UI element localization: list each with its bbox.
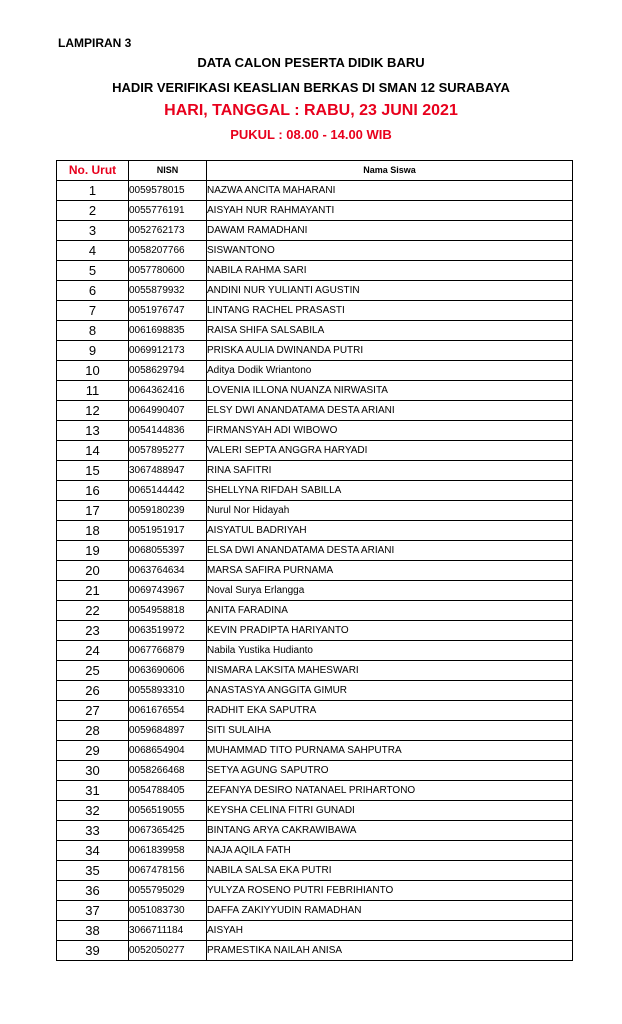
table-row (57, 241, 573, 261)
table-row (57, 521, 573, 541)
row-nisn: 0054788405 (129, 781, 207, 801)
table-row (57, 481, 573, 501)
row-student-name: YULYZA ROSENO PUTRI FEBRIHIANTO (207, 881, 573, 901)
table-row (57, 781, 573, 801)
table-row (57, 281, 573, 301)
row-student-name: RINA SAFITRI (207, 461, 573, 481)
row-student-name: PRAMESTIKA NAILAH ANISA (207, 941, 573, 961)
row-number: 38 (57, 921, 129, 941)
table-row (57, 221, 573, 241)
row-student-name: SISWANTONO (207, 241, 573, 261)
row-number: 19 (57, 541, 129, 561)
table-row (57, 701, 573, 721)
row-student-name: BINTANG ARYA CAKRAWIBAWA (207, 821, 573, 841)
table-row (57, 421, 573, 441)
document-subtitle: HADIR VERIFIKASI KEASLIAN BERKAS DI SMAN 12 SURABAYA (112, 80, 510, 95)
table-row (57, 761, 573, 781)
row-number: 4 (57, 241, 129, 261)
row-nisn: 0064362416 (129, 381, 207, 401)
row-number: 2 (57, 201, 129, 221)
row-nisn: 0069912173 (129, 341, 207, 361)
row-number: 10 (57, 361, 129, 381)
row-number: 14 (57, 441, 129, 461)
row-student-name: AISYAH (207, 921, 573, 941)
row-student-name: VALERI SEPTA ANGGRA HARYADI (207, 441, 573, 461)
table-header-row (57, 161, 573, 181)
row-student-name: AISYATUL BADRIYAH (207, 521, 573, 541)
row-number: 12 (57, 401, 129, 421)
row-nisn: 0052762173 (129, 221, 207, 241)
row-student-name: Nurul Nor Hidayah (207, 501, 573, 521)
table-row (57, 181, 573, 201)
row-nisn: 0063690606 (129, 661, 207, 681)
column-header-no: No. Urut (57, 161, 129, 181)
row-student-name: PRISKA AULIA DWINANDA PUTRI (207, 341, 573, 361)
row-student-name: ZEFANYA DESIRO NATANAEL PRIHARTONO (207, 781, 573, 801)
row-nisn: 0051083730 (129, 901, 207, 921)
row-nisn: 0059180239 (129, 501, 207, 521)
row-number: 37 (57, 901, 129, 921)
row-number: 35 (57, 861, 129, 881)
row-student-name: NISMARA LAKSITA MAHESWARI (207, 661, 573, 681)
row-student-name: ANASTASYA ANGGITA GIMUR (207, 681, 573, 701)
row-nisn: 0051951917 (129, 521, 207, 541)
table-row (57, 321, 573, 341)
row-number: 21 (57, 581, 129, 601)
table-row (57, 341, 573, 361)
row-nisn: 0068055397 (129, 541, 207, 561)
row-number: 16 (57, 481, 129, 501)
document-title: DATA CALON PESERTA DIDIK BARU (197, 55, 425, 70)
table-row (57, 581, 573, 601)
row-number: 7 (57, 301, 129, 321)
table-row (57, 441, 573, 461)
row-nisn: 0058266468 (129, 761, 207, 781)
row-student-name: SETYA AGUNG SAPUTRO (207, 761, 573, 781)
table-row (57, 801, 573, 821)
row-number: 9 (57, 341, 129, 361)
table-row (57, 621, 573, 641)
student-table (56, 160, 573, 961)
row-nisn: 0065144442 (129, 481, 207, 501)
row-student-name: NABILA RAHMA SARI (207, 261, 573, 281)
row-nisn: 0051976747 (129, 301, 207, 321)
row-student-name: LOVENIA ILLONA NUANZA NIRWASITA (207, 381, 573, 401)
row-nisn: 0061839958 (129, 841, 207, 861)
row-number: 23 (57, 621, 129, 641)
row-student-name: DAFFA ZAKIYYUDIN RAMADHAN (207, 901, 573, 921)
row-number: 28 (57, 721, 129, 741)
row-student-name: Aditya Dodik Wriantono (207, 361, 573, 381)
row-student-name: DAWAM RAMADHANI (207, 221, 573, 241)
row-student-name: ELSA DWI ANANDATAMA DESTA ARIANI (207, 541, 573, 561)
table-row (57, 681, 573, 701)
table-row (57, 561, 573, 581)
row-nisn: 0068654904 (129, 741, 207, 761)
row-student-name: MUHAMMAD TITO PURNAMA SAHPUTRA (207, 741, 573, 761)
table-row (57, 641, 573, 661)
row-student-name: SITI SULAIHA (207, 721, 573, 741)
row-number: 34 (57, 841, 129, 861)
table-row (57, 601, 573, 621)
row-student-name: Noval Surya Erlangga (207, 581, 573, 601)
table-row (57, 861, 573, 881)
table-row (57, 941, 573, 961)
row-number: 22 (57, 601, 129, 621)
row-student-name: RADHIT EKA SAPUTRA (207, 701, 573, 721)
row-number: 13 (57, 421, 129, 441)
row-number: 24 (57, 641, 129, 661)
row-nisn: 0057780600 (129, 261, 207, 281)
row-number: 11 (57, 381, 129, 401)
row-student-name: RAISA SHIFA SALSABILA (207, 321, 573, 341)
row-nisn: 0058207766 (129, 241, 207, 261)
row-nisn: 0055893310 (129, 681, 207, 701)
row-nisn: 0055795029 (129, 881, 207, 901)
table-row (57, 721, 573, 741)
row-student-name: AISYAH NUR RAHMAYANTI (207, 201, 573, 221)
row-number: 5 (57, 261, 129, 281)
table-row (57, 821, 573, 841)
table-row (57, 901, 573, 921)
row-nisn: 0069743967 (129, 581, 207, 601)
row-nisn: 0061676554 (129, 701, 207, 721)
table-row (57, 921, 573, 941)
row-student-name: KEVIN PRADIPTA HARIYANTO (207, 621, 573, 641)
row-student-name: NAZWA ANCITA MAHARANI (207, 181, 573, 201)
row-number: 26 (57, 681, 129, 701)
attachment-label: LAMPIRAN 3 (58, 36, 132, 50)
row-student-name: ANDINI NUR YULIANTI AGUSTIN (207, 281, 573, 301)
row-student-name: KEYSHA CELINA FITRI GUNADI (207, 801, 573, 821)
row-nisn: 0058629794 (129, 361, 207, 381)
row-number: 18 (57, 521, 129, 541)
row-student-name: ELSY DWI ANANDATAMA DESTA ARIANI (207, 401, 573, 421)
row-nisn: 0055776191 (129, 201, 207, 221)
table-row (57, 461, 573, 481)
table-row (57, 661, 573, 681)
row-student-name: SHELLYNA RIFDAH SABILLA (207, 481, 573, 501)
table-row (57, 261, 573, 281)
row-nisn: 3067488947 (129, 461, 207, 481)
row-nisn: 0056519055 (129, 801, 207, 821)
row-nisn: 0055879932 (129, 281, 207, 301)
row-number: 17 (57, 501, 129, 521)
table-row (57, 401, 573, 421)
row-nisn: 0064990407 (129, 401, 207, 421)
row-number: 20 (57, 561, 129, 581)
row-student-name: ANITA FARADINA (207, 601, 573, 621)
row-nisn: 0063519972 (129, 621, 207, 641)
row-nisn: 3066711184 (129, 921, 207, 941)
row-nisn: 0052050277 (129, 941, 207, 961)
row-number: 27 (57, 701, 129, 721)
row-number: 6 (57, 281, 129, 301)
table-row (57, 201, 573, 221)
table-row (57, 741, 573, 761)
row-nisn: 0059684897 (129, 721, 207, 741)
row-nisn: 0054958818 (129, 601, 207, 621)
row-number: 8 (57, 321, 129, 341)
column-header-nisn: NISN (129, 161, 207, 181)
row-student-name: LINTANG RACHEL PRASASTI (207, 301, 573, 321)
row-nisn: 0061698835 (129, 321, 207, 341)
row-number: 32 (57, 801, 129, 821)
table-row (57, 501, 573, 521)
row-number: 15 (57, 461, 129, 481)
row-student-name: MARSA SAFIRA PURNAMA (207, 561, 573, 581)
row-number: 33 (57, 821, 129, 841)
table-row (57, 301, 573, 321)
row-student-name: NABILA SALSA EKA PUTRI (207, 861, 573, 881)
table-row (57, 881, 573, 901)
row-student-name: FIRMANSYAH ADI WIBOWO (207, 421, 573, 441)
row-student-name: NAJA AQILA FATH (207, 841, 573, 861)
row-number: 36 (57, 881, 129, 901)
row-number: 1 (57, 181, 129, 201)
row-number: 39 (57, 941, 129, 961)
date-line: HARI, TANGGAL : RABU, 23 JUNI 2021 (164, 102, 458, 119)
row-number: 25 (57, 661, 129, 681)
column-header-nama: Nama Siswa (207, 161, 573, 181)
row-number: 30 (57, 761, 129, 781)
table-row (57, 361, 573, 381)
table-row (57, 541, 573, 561)
row-nisn: 0063764634 (129, 561, 207, 581)
table-body (57, 181, 573, 961)
row-nisn: 0059578015 (129, 181, 207, 201)
row-nisn: 0067766879 (129, 641, 207, 661)
table-row (57, 841, 573, 861)
time-line: PUKUL : 08.00 - 14.00 WIB (230, 127, 392, 142)
row-number: 3 (57, 221, 129, 241)
row-number: 29 (57, 741, 129, 761)
row-nisn: 0067365425 (129, 821, 207, 841)
row-nisn: 0067478156 (129, 861, 207, 881)
row-student-name: Nabila Yustika Hudianto (207, 641, 573, 661)
table-row (57, 381, 573, 401)
row-number: 31 (57, 781, 129, 801)
row-nisn: 0057895277 (129, 441, 207, 461)
row-nisn: 0054144836 (129, 421, 207, 441)
